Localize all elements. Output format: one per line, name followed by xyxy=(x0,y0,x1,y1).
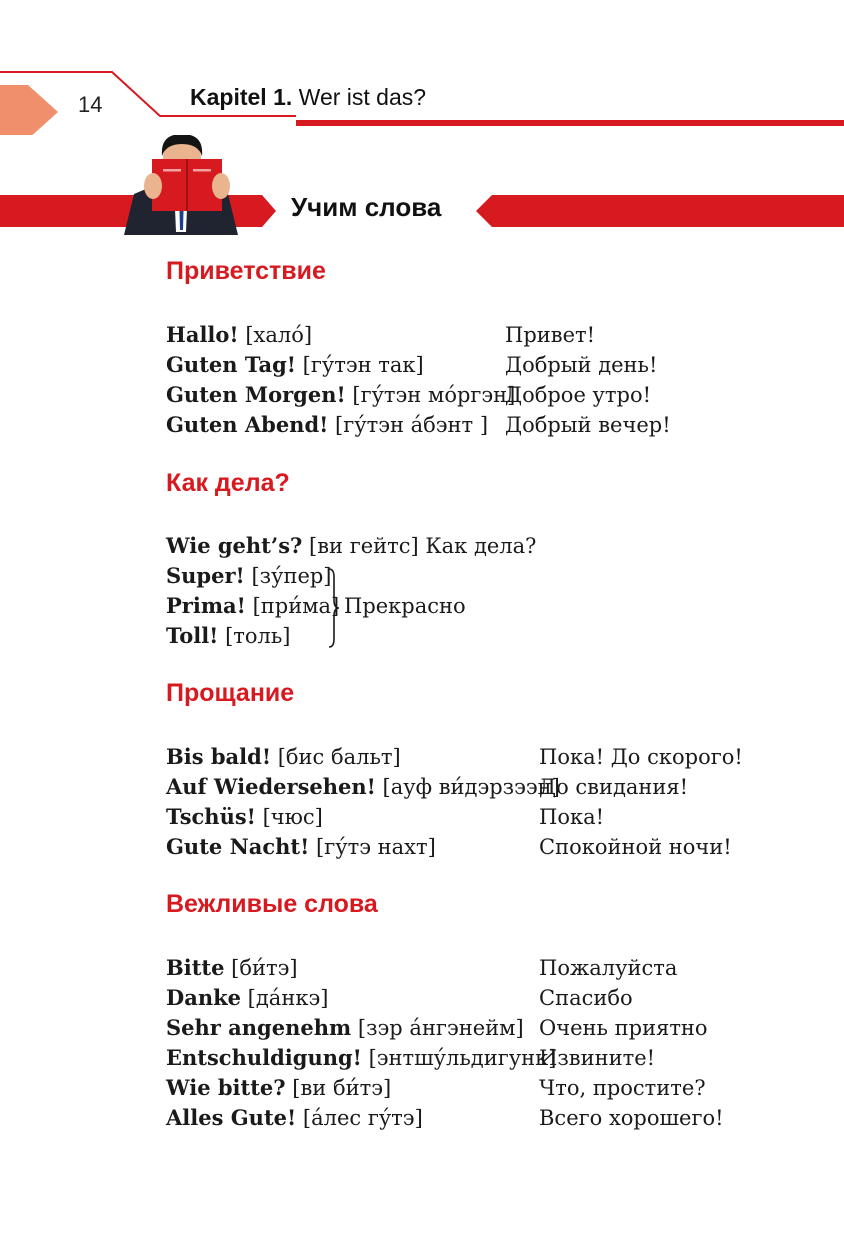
section-heading-how-are-you: Как дела? xyxy=(166,469,290,497)
header-rule xyxy=(296,120,844,126)
russian-translation: Пока! До скорого! xyxy=(539,745,743,769)
russian-translation: Спокойной ночи! xyxy=(539,835,732,859)
russian-translation: Спасибо xyxy=(539,986,633,1010)
pronunciation: [энтшу́льдигунк] xyxy=(361,1046,557,1070)
pronunciation: [бис бальт] xyxy=(271,745,401,769)
german-phrase: Entschuldigung! xyxy=(166,1045,362,1070)
person-reading-book-icon xyxy=(124,135,238,235)
german-phrase: Hallo! xyxy=(166,322,239,347)
pronunciation: [а́лес гу́тэ] xyxy=(296,1106,423,1130)
german-phrase: Danke xyxy=(166,985,241,1010)
phrase-row-polite-words xyxy=(166,1013,524,1043)
section-heading-greetings: Приветствие xyxy=(166,257,326,285)
pronunciation: [да́нкэ] xyxy=(241,986,329,1010)
russian-translation: Привет! xyxy=(505,323,596,347)
group-translation: Прекрасно xyxy=(344,594,466,618)
pronunciation: [гу́тэ нахт] xyxy=(309,835,436,859)
german-phrase: Auf Wiedersehen! xyxy=(166,774,376,799)
phrase-row-polite-words xyxy=(166,1073,391,1103)
header-decoration xyxy=(0,0,844,135)
phrase-row-farewells xyxy=(166,832,436,862)
german-phrase: Alles Gute! xyxy=(166,1105,297,1130)
page-number: 14 xyxy=(78,92,103,117)
pronunciation: [хало́] xyxy=(238,323,313,347)
section-heading-polite-words: Вежливые слова xyxy=(166,890,378,918)
chapter-title xyxy=(190,84,426,111)
pronunciation: [ауф ви́дэрзээн] xyxy=(375,775,560,799)
phrase-row-polite-words xyxy=(166,983,328,1013)
pronunciation: [би́тэ] xyxy=(224,956,298,980)
banner-decoration xyxy=(0,135,844,240)
phrase-row-how-are-you xyxy=(166,531,536,561)
phrase-row-polite-words xyxy=(166,953,298,983)
german-phrase: Bitte xyxy=(166,955,225,980)
pronunciation: [при́ма] xyxy=(245,594,340,618)
pronunciation: [чюс] xyxy=(255,805,323,829)
pronunciation: [гу́тэн мо́ргэн] xyxy=(345,383,516,407)
banner-right-bar xyxy=(476,195,844,227)
phrase-row-how-are-you xyxy=(166,591,339,621)
phrase-row-how-are-you xyxy=(166,561,332,591)
page-tab xyxy=(0,85,58,135)
russian-translation: Пожалуйста xyxy=(539,956,678,980)
russian-translation: Добрый вечер! xyxy=(505,413,671,437)
phrase-row-farewells xyxy=(166,742,401,772)
german-phrase: Guten Tag! xyxy=(166,352,296,377)
pronunciation: [ви гейтс] xyxy=(302,534,419,558)
phrase-row-how-are-you xyxy=(166,621,291,651)
german-phrase: Super! xyxy=(166,563,245,588)
section-heading-farewells: Прощание xyxy=(166,679,295,707)
german-phrase: Guten Abend! xyxy=(166,412,329,437)
german-phrase: Prima! xyxy=(166,593,246,618)
phrase-row-farewells xyxy=(166,772,560,802)
banner-title: Учим слова xyxy=(291,192,442,222)
german-phrase: Toll! xyxy=(166,623,219,648)
phrase-row-farewells xyxy=(166,802,323,832)
russian-translation: Всего хорошего! xyxy=(539,1106,724,1130)
phrase-row-greetings xyxy=(166,380,515,410)
curly-brace-icon xyxy=(325,567,341,649)
russian-translation: Добрый день! xyxy=(505,353,658,377)
chapter-label: Kapitel 1. xyxy=(190,84,293,110)
german-phrase: Tschüs! xyxy=(166,804,256,829)
pronunciation: [зу́пер] xyxy=(244,564,332,588)
pronunciation: [ви би́тэ] xyxy=(285,1076,392,1100)
pronunciation: [толь] xyxy=(218,624,291,648)
german-phrase: Gute Nacht! xyxy=(166,834,310,859)
german-phrase: Wie geht’s? xyxy=(166,533,303,558)
german-phrase: Sehr angenehm xyxy=(166,1015,352,1040)
pronunciation: [зэр а́нгэнейм] xyxy=(351,1016,524,1040)
chapter-name: Wer ist das? xyxy=(298,84,427,110)
phrase-row-polite-words xyxy=(166,1103,423,1133)
pronunciation: [гу́тэн а́бэнт ] xyxy=(328,413,489,437)
phrase-row-greetings xyxy=(166,350,424,380)
russian-translation: Пока! xyxy=(539,805,605,829)
russian-translation: Что, простите? xyxy=(539,1076,706,1100)
phrase-row-greetings xyxy=(166,410,488,440)
russian-translation: Доброе утро! xyxy=(505,383,652,407)
phrase-row-polite-words xyxy=(166,1043,556,1073)
phrase-row-greetings xyxy=(166,320,312,350)
german-phrase: Guten Morgen! xyxy=(166,382,346,407)
russian-translation: Извините! xyxy=(539,1046,656,1070)
russian-translation: До свидания! xyxy=(539,775,689,799)
pronunciation: [гу́тэн так] xyxy=(295,353,424,377)
russian-translation: Как дела? xyxy=(418,534,537,558)
german-phrase: Bis bald! xyxy=(166,744,272,769)
german-phrase: Wie bitte? xyxy=(166,1075,286,1100)
russian-translation: Очень приятно xyxy=(539,1016,708,1040)
